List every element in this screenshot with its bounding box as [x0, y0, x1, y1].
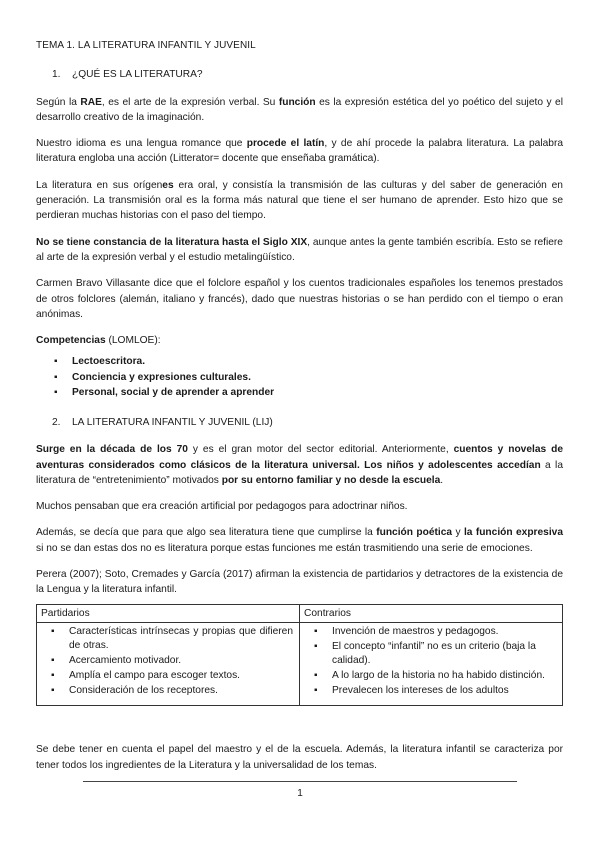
paragraph-maestro: Se debe tener en cuenta el papel del maestro y el de la escuela. Además, la literatura infantil se caracteriza por tener todos los ingredientes de la Literatura y la universalidad de los temas. [36, 744, 563, 771]
competencias-list [36, 354, 563, 401]
table-cell-contrarios [300, 622, 563, 706]
list-item: ▪ Características intrínsecas y propias que difieren de otras. [51, 625, 293, 654]
section-heading-2 [36, 415, 563, 430]
list-item: ▪ Amplía el campo para escoger textos. [51, 669, 293, 684]
competencias-label: Competencias (LOMLOE): [36, 335, 161, 347]
list-item: ▪ Invención de maestros y pedagogos. [314, 625, 556, 640]
table-header-contrarios: Contrarios [300, 604, 563, 622]
paragraph-siglo-xix: No se tiene constancia de la literatura hasta el Siglo XIX, aunque antes la gente también escribía. Esto se refiere al arte de la expresión verbal y el estudio metalingüístico. [36, 236, 563, 263]
paragraph-perera: Perera (2007); Soto, Cremades y García (2017) afirman la existencia de partidarios y detractores de la existencia de la Lengua y la literatura infantil. [36, 569, 563, 596]
list-item: ▪ El concepto “infantil” no es un criterio (baja la calidad). [314, 640, 556, 669]
paragraph-pedagogos: Muchos pensaban que era creación artificial por pedagogos para adoctrinar niños. [36, 501, 408, 513]
partidarios-contrarios-table [36, 604, 563, 707]
section-number: 1. [52, 69, 61, 81]
section-number: 2. [52, 416, 61, 428]
table-header-partidarios: Partidarios [37, 604, 300, 622]
section-heading-text: LA LITERATURA INFANTIL Y JUVENIL (LIJ) [72, 416, 273, 428]
section-heading-1 [36, 67, 563, 82]
document-page [36, 38, 563, 784]
list-item: ▪ Prevalecen los intereses de los adultos [314, 684, 556, 699]
page-number: 1 [297, 788, 303, 799]
list-item: ▪ Personal, social y de aprender a aprender [54, 385, 563, 401]
list-item: ▪ Lectoescritora. [54, 354, 563, 370]
paragraph-latin: Nuestro idioma es una lengua romance que procede el latín, y de ahí procede la palabra literatura. La palabra literatura engloba una acción (Litterator= docente que enseñaba gramática). [36, 138, 563, 165]
paragraph-oral: La literatura en sus orígenes era oral, y consistía la transmisión de las culturas y del saber de generación en generación. La transmisión oral es la forma más natural que tiene el ser humano de aprender. Esto hizo que se perdieran muchas historias con el paso del tiempo. [36, 179, 563, 222]
paragraph-funciones: Además, se decía que para que algo sea literatura tiene que cumplirse la función poética y la función expresiva si no se dan estas dos no es literatura porque estas funciones me están trasmitiendo una serie de emociones. [36, 527, 563, 554]
paragraph-carmen-bravo: Carmen Bravo Villasante dice que el folclore español y los cuentos tradicionales españoles los tenemos prestados de otros folclores (alemán, italiano y francés), dado que nuestras historias o se han perdido con el tiempo o eran anónimas. [36, 278, 563, 320]
list-item: ▪ A lo largo de la historia no ha habido distinción. [314, 669, 556, 684]
paragraph-surge: Surge en la década de los 70 y es el gran motor del sector editorial. Anteriormente, cuentos y novelas de aventuras considerados como clásicos de la literatura universal. Los niños y adolescentes accedían a la literatura de “entretenimiento” motivados por su entorno familiar y no desde la escuela. [36, 444, 563, 486]
document-title: TEMA 1. LA LITERATURA INFANTIL Y JUVENIL [36, 40, 256, 51]
footer-divider [83, 781, 517, 782]
list-item: ▪ Consideración de los receptores. [51, 684, 293, 699]
table-cell-partidarios [37, 622, 300, 706]
list-item: ▪ Acercamiento motivador. [51, 654, 293, 669]
list-item: ▪ Conciencia y expresiones culturales. [54, 370, 563, 386]
section-heading-text: ¿QUÉ ES LA LITERATURA? [72, 69, 203, 81]
paragraph-rae: Según la RAE, es el arte de la expresión verbal. Su función es la expresión estética del yo poético del sujeto y el desarrollo creativo de la imaginación. [36, 96, 563, 123]
